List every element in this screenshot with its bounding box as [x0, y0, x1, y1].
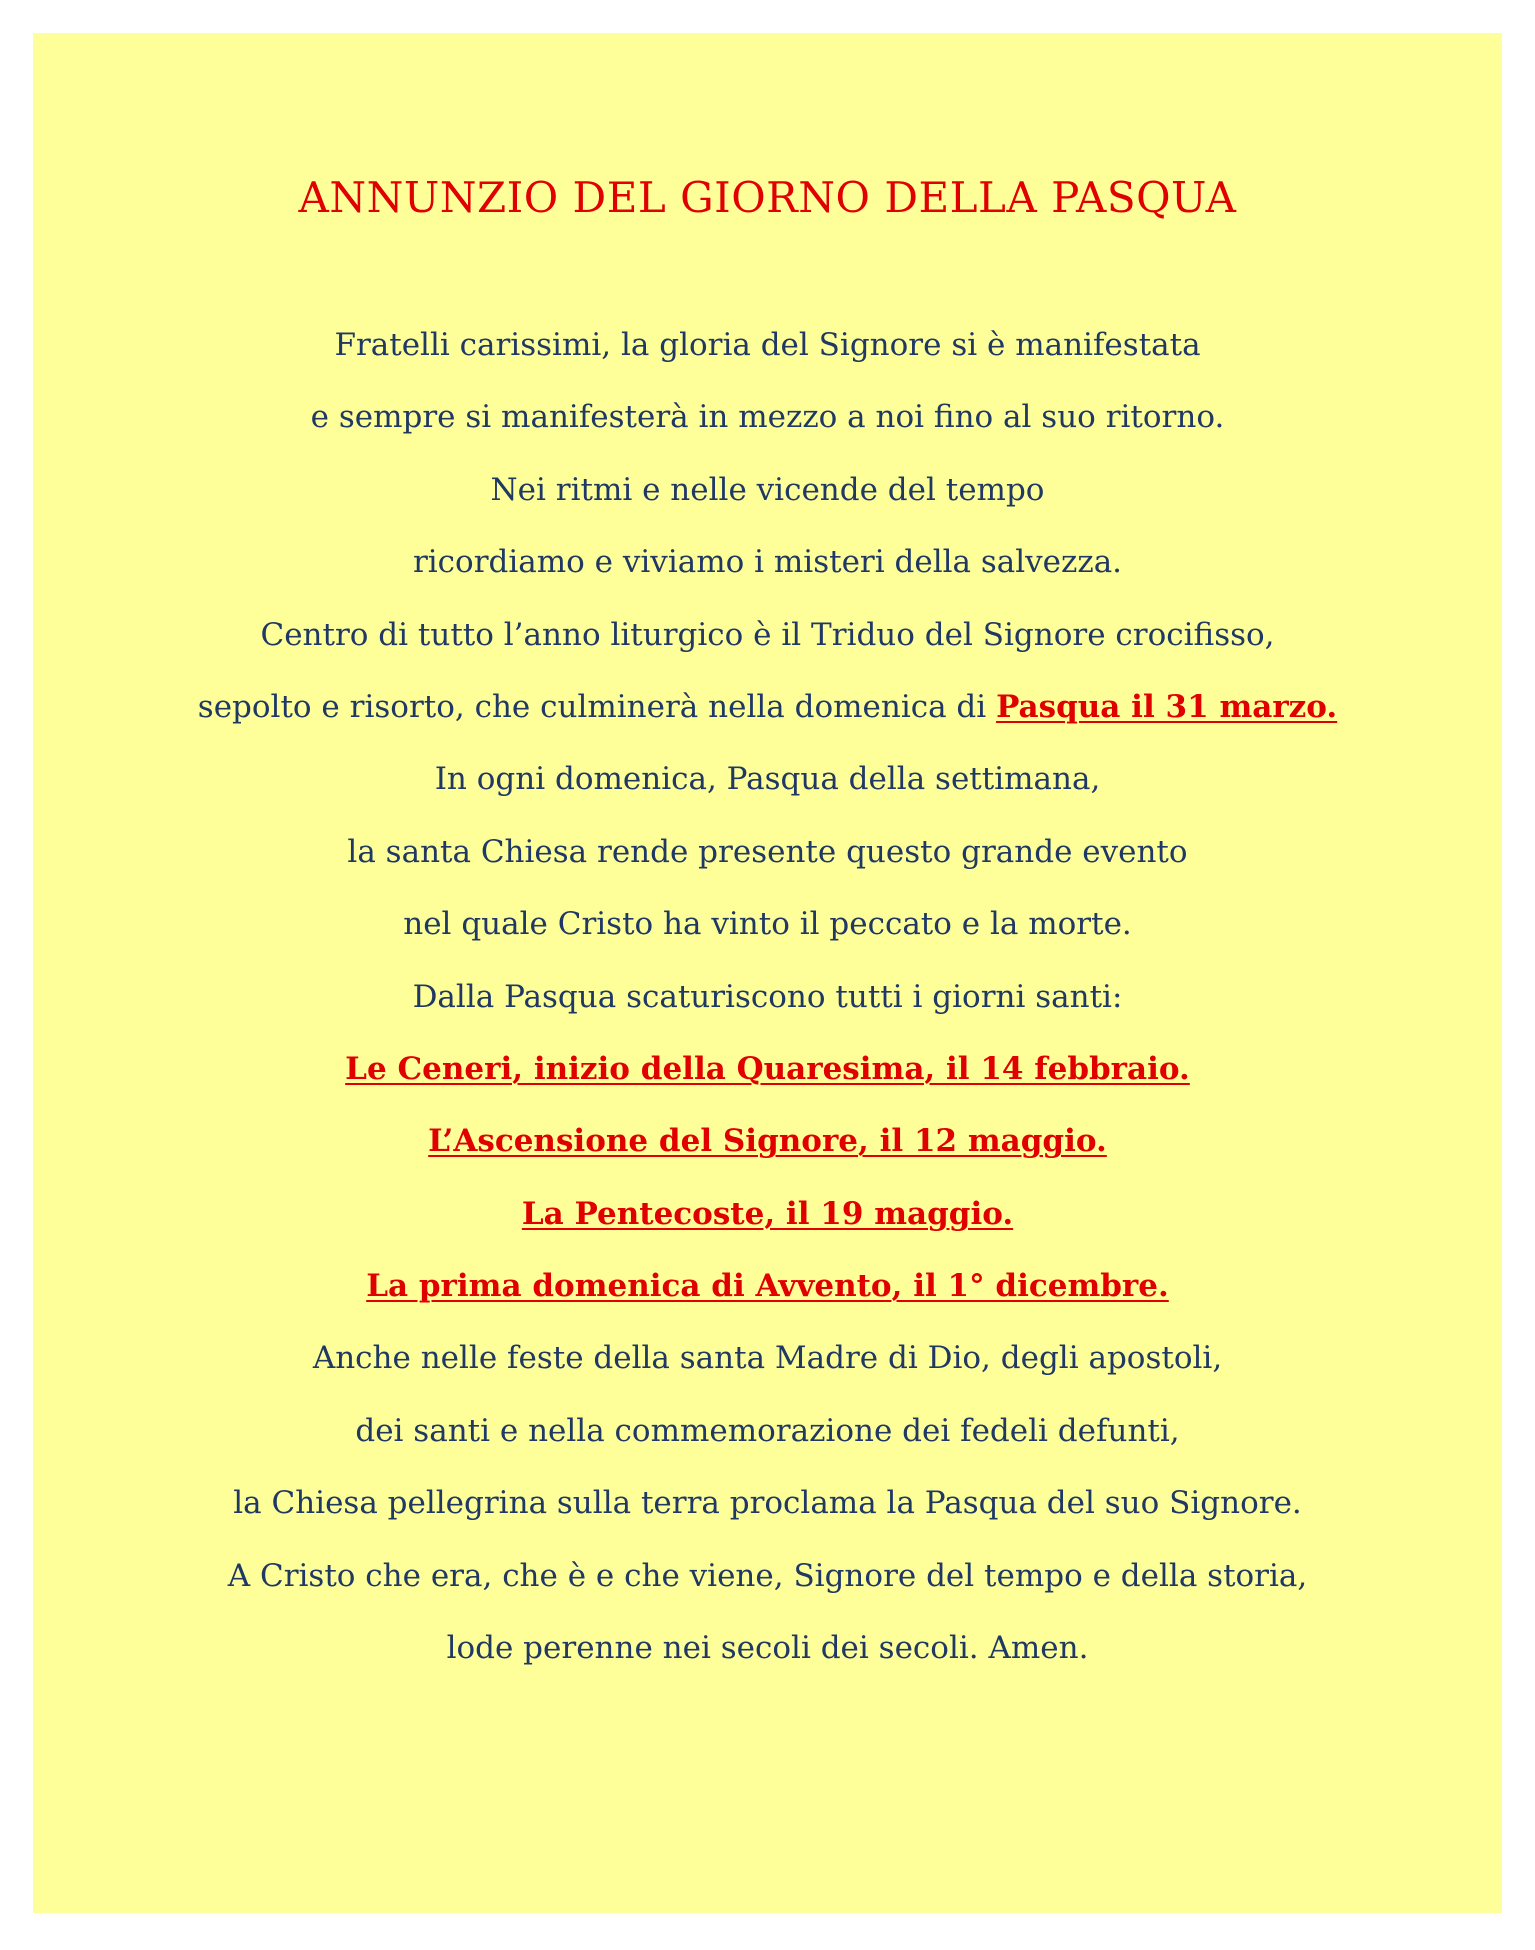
text-line: Fratelli carissimi, la gloria del Signore si è manifestata [334, 327, 1201, 363]
text-line: nel quale Cristo ha vinto il peccato e la morte. [403, 906, 1132, 943]
feast-line-pentecost [33, 1178, 1502, 1250]
feast-line-advent [33, 1250, 1502, 1322]
page-title: ANNUNZIO DEL GIORNO DELLA PASQUA [298, 173, 1237, 222]
text-line: la santa Chiesa rende presente questo grande evento [347, 833, 1188, 870]
text-line: A Cristo che era, che è e che viene, Signore del tempo e della storia, [227, 1557, 1308, 1594]
feast-date: La Pentecoste, il 19 maggio. [521, 1195, 1014, 1232]
text-line: e sempre si manifesterà in mezzo a noi fino al suo ritorno. [310, 399, 1225, 436]
text-line: In ogni domenica, Pasqua della settimana, [434, 761, 1101, 798]
feast-line-ascension [33, 1105, 1502, 1177]
feast-line-ash-wednesday [33, 1033, 1502, 1105]
easter-date-highlight: Pasqua il 31 marzo. [996, 688, 1338, 725]
easter-line-prefix: sepolto e risorto, che culminerà nella domenica di [197, 688, 987, 725]
text-line: ricordiamo e viviamo i misteri della salvezza. [412, 544, 1123, 581]
feast-date: Le Ceneri, inizio della Quaresima, il 14 febbraio. [345, 1050, 1190, 1087]
text-line-easter-date [33, 671, 1502, 743]
text-line: Anche nelle feste della santa Madre di Dio, degli apostoli, [312, 1340, 1223, 1377]
text-line: Nei ritmi e nelle vicende del tempo [490, 471, 1045, 508]
announcement-body [33, 309, 1502, 1684]
feast-date: La prima domenica di Avvento, il 1° dicembre. [366, 1268, 1169, 1305]
text-line: lode perenne nei secoli dei secoli. Amen. [446, 1630, 1089, 1667]
text-line: la Chiesa pellegrina sulla terra proclama la Pasqua del suo Signore. [233, 1485, 1302, 1522]
text-line: dei santi e nella commemorazione dei fedeli defunti, [355, 1412, 1180, 1449]
text-line: Centro di tutto l’anno liturgico è il Triduo del Signore crocifisso, [260, 616, 1275, 653]
page-panel [33, 33, 1502, 1913]
feast-date: L’Ascensione del Signore, il 12 maggio. [428, 1123, 1107, 1160]
text-line: Dalla Pasqua scaturiscono tutti i giorni santi: [412, 978, 1123, 1015]
